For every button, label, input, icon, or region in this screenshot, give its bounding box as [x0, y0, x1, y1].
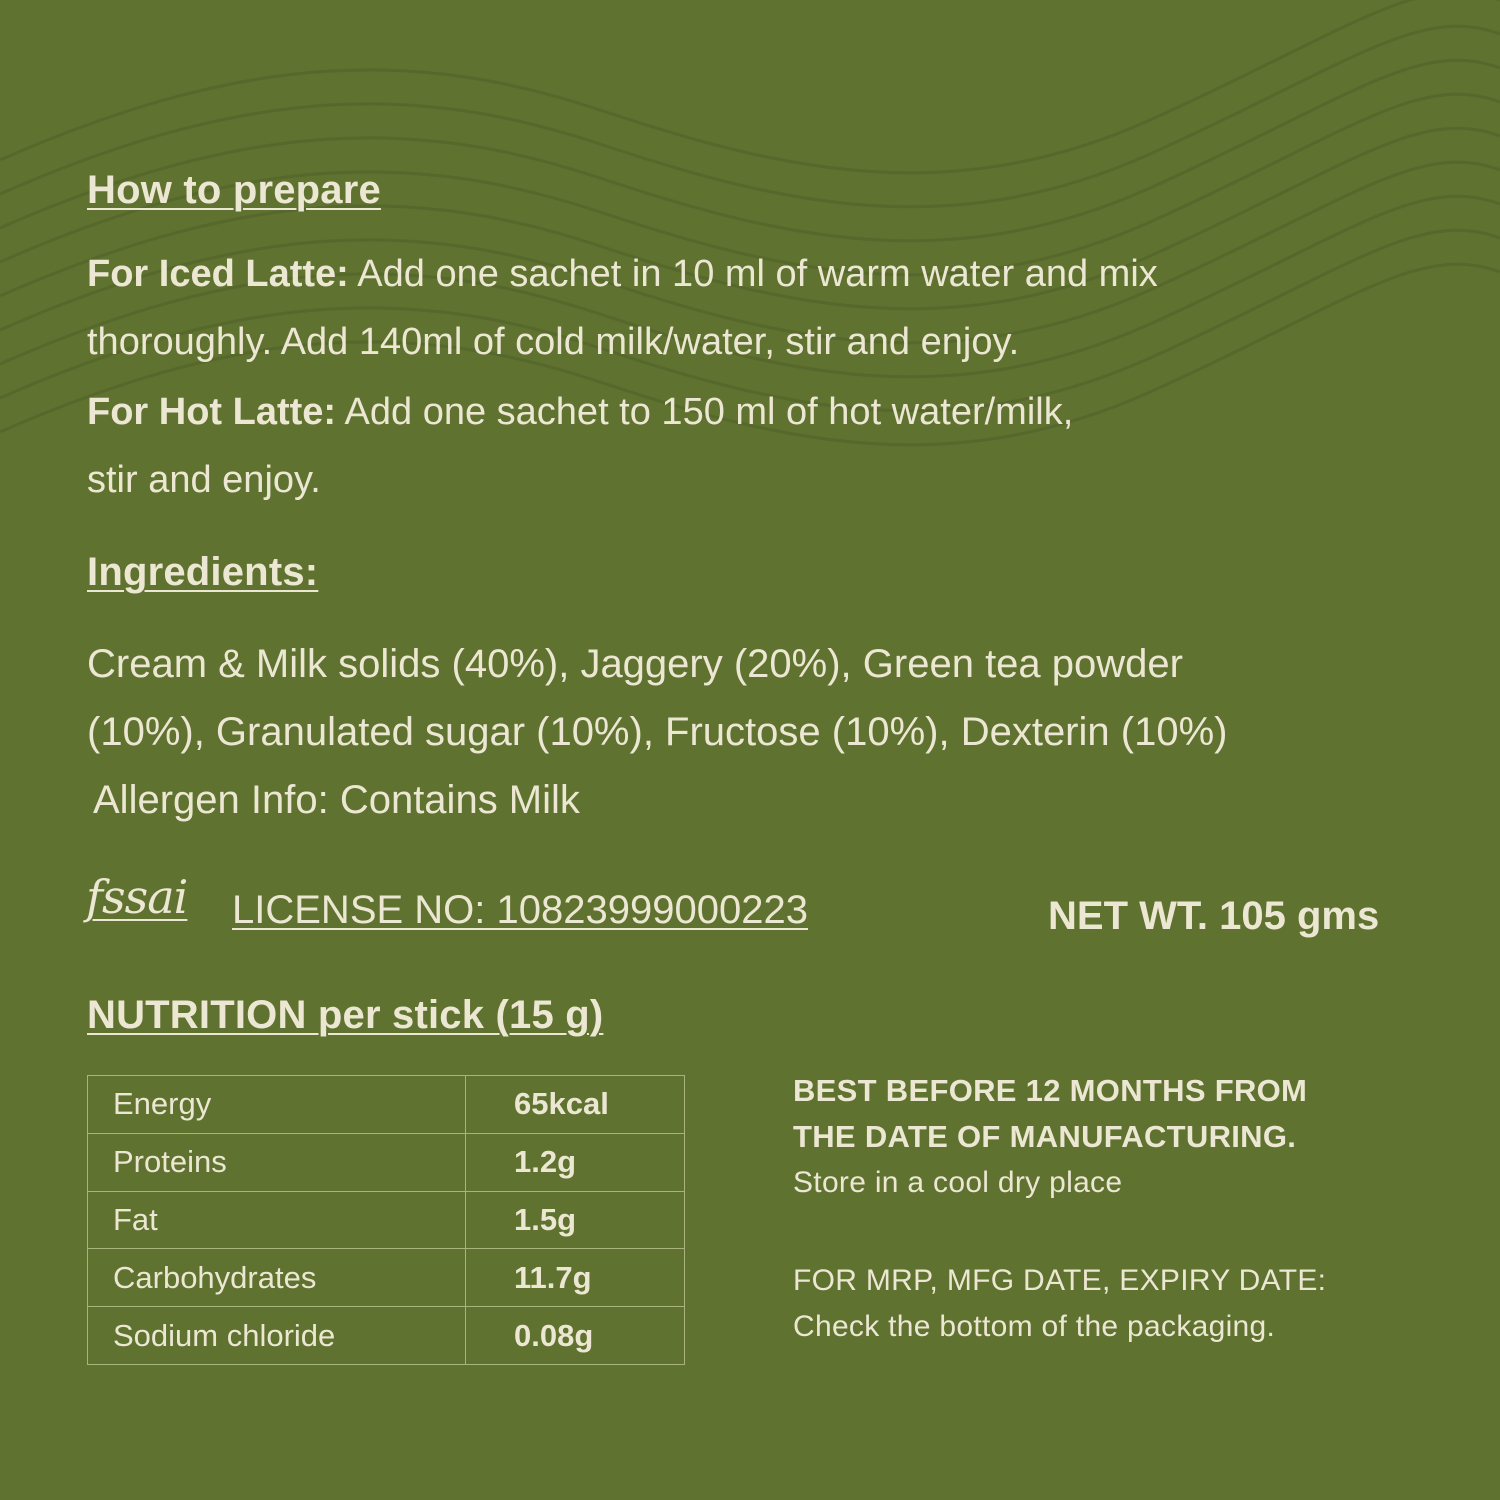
hot-latte-text-line1: Add one sachet to 150 ml of hot water/milk,	[336, 391, 1074, 433]
nutrient-name: Carbohydrates	[88, 1249, 466, 1307]
license-number: LICENSE NO: 10823999000223	[232, 888, 808, 932]
nutrient-name: Fat	[88, 1191, 466, 1249]
mrp-info-block	[793, 1258, 1326, 1350]
mrp-info-line2: Check the bottom of the packaging.	[793, 1310, 1276, 1343]
ingredients-heading: Ingredients:	[87, 550, 319, 594]
nutrition-heading: NUTRITION per stick (15 g)	[87, 993, 604, 1037]
best-before-line1: BEST BEFORE 12 MONTHS FROM	[793, 1073, 1308, 1108]
table-row	[88, 1076, 685, 1134]
nutrient-name: Sodium chloride	[88, 1307, 466, 1365]
wave-line	[0, 0, 1500, 173]
nutrient-name: Proteins	[88, 1133, 466, 1191]
best-before-block	[793, 1068, 1307, 1206]
hot-latte-instructions	[87, 378, 1073, 514]
ingredients-list	[87, 630, 1227, 834]
nutrient-value: 65kcal	[466, 1076, 685, 1134]
net-weight: NET WT. 105 gms	[1048, 894, 1380, 938]
nutrition-table	[87, 1075, 685, 1365]
nutrient-value: 1.5g	[466, 1191, 685, 1249]
fssai-logo: fssai	[86, 870, 188, 924]
how-to-prepare-heading: How to prepare	[87, 168, 381, 212]
hot-latte-text-line2: stir and enjoy.	[87, 459, 321, 501]
nutrient-value: 0.08g	[466, 1307, 685, 1365]
table-row	[88, 1191, 685, 1249]
table-row	[88, 1307, 685, 1365]
hot-latte-label: For Hot Latte:	[87, 391, 337, 433]
storage-instruction: Store in a cool dry place	[793, 1166, 1123, 1199]
iced-latte-text-line2: thoroughly. Add 140ml of cold milk/water, stir and enjoy.	[87, 321, 1020, 363]
mrp-info-line1: FOR MRP, MFG DATE, EXPIRY DATE:	[793, 1264, 1327, 1297]
allergen-info: Allergen Info: Contains Milk	[93, 778, 580, 822]
table-row	[88, 1133, 685, 1191]
iced-latte-text-line1: Add one sachet in 10 ml of warm water and mix	[348, 253, 1158, 295]
ingredients-line1: Cream & Milk solids (40%), Jaggery (20%), Green tea powder	[87, 642, 1183, 686]
wave-line	[0, 60, 1500, 241]
nutrient-name: Energy	[88, 1076, 466, 1134]
nutrient-value: 11.7g	[466, 1249, 685, 1307]
iced-latte-instructions	[87, 240, 1158, 376]
nutrient-value: 1.2g	[466, 1133, 685, 1191]
iced-latte-label: For Iced Latte:	[87, 253, 349, 295]
ingredients-line2: (10%), Granulated sugar (10%), Fructose (10%), Dexterin (10%)	[87, 710, 1228, 754]
best-before-line2: THE DATE OF MANUFACTURING.	[793, 1119, 1297, 1154]
table-row	[88, 1249, 685, 1307]
